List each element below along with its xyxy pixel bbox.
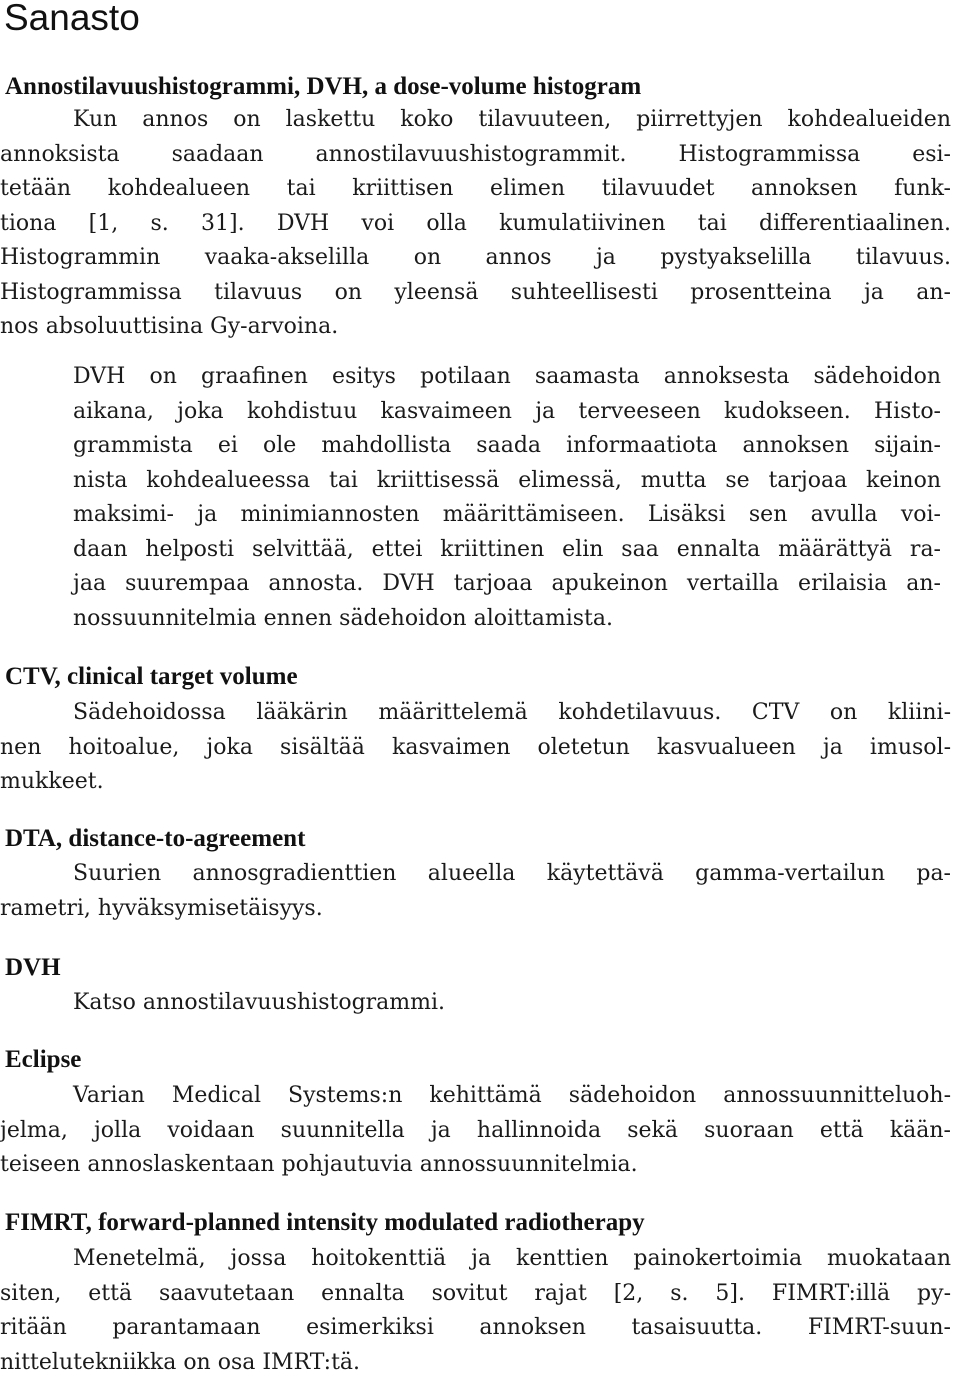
definition-line: aikana, joka kohdistuu kasvaimeen ja terveeseen kudokseen. Histo- bbox=[73, 395, 941, 430]
definition-line: nittelutekniikka on osa IMRT:tä. bbox=[0, 1346, 951, 1380]
glossary-term-dvh-histogram: Annostilavuushistogrammi, DVH, a dose-volume histogram bbox=[5, 72, 641, 102]
glossary-definition-dvh bbox=[73, 986, 445, 1021]
definition-line: Histogrammin vaaka-akselilla on annos ja pystyakselilla tilavuus. bbox=[0, 241, 951, 276]
definition-line: nista kohdealueessa tai kriittisessä elimessä, mutta se tarjoaa keinon bbox=[73, 464, 941, 499]
definition-line: siten, että saavutetaan ennalta sovitut rajat [2, s. 5]. FIMRT:illä py- bbox=[0, 1277, 951, 1312]
definition-line: Menetelmä, jossa hoitokenttiä ja kenttien painokertoimia muokataan bbox=[73, 1242, 951, 1277]
page-title: Sanasto bbox=[4, 0, 140, 42]
glossary-definition-ctv bbox=[73, 696, 951, 800]
glossary-definition-dvh-histogram-continued bbox=[73, 360, 941, 636]
definition-line: DVH on graafinen esitys potilaan saamasta annoksesta sädehoidon bbox=[73, 360, 941, 395]
definition-line: Kun annos on laskettu koko tilavuuteen, piirrettyjen kohdealueiden bbox=[73, 103, 951, 138]
glossary-term-dvh: DVH bbox=[5, 953, 61, 983]
definition-line: annoksista saadaan annostilavuushistogrammit. Histogrammissa esi- bbox=[0, 138, 951, 173]
definition-line: Sädehoidossa lääkärin määrittelemä kohdetilavuus. CTV on kliini- bbox=[73, 696, 951, 731]
definition-line: mukkeet. bbox=[0, 765, 951, 800]
glossary-term-ctv: CTV, clinical target volume bbox=[5, 662, 298, 692]
glossary-term-dta: DTA, distance-to-agreement bbox=[5, 824, 305, 854]
definition-line: tetään kohdealueen tai kriittisen elimen tilavuudet annoksen funk- bbox=[0, 172, 951, 207]
definition-line: Histogrammissa tilavuus on yleensä suhteellisesti prosentteina ja an- bbox=[0, 276, 951, 311]
definition-line: grammista ei ole mahdollista saada informaatiota annoksen sijain- bbox=[73, 429, 941, 464]
glossary-term-eclipse: Eclipse bbox=[5, 1045, 81, 1075]
definition-line: Varian Medical Systems:n kehittämä sädehoidon annossuunnitteluoh- bbox=[73, 1079, 951, 1114]
glossary-definition-dvh-histogram bbox=[73, 103, 951, 345]
definition-line: jaa suurempaa annosta. DVH tarjoaa apukeinon vertailla erilaisia an- bbox=[73, 567, 941, 602]
definition-line: teiseen annoslaskentaan pohjautuvia annossuunnitelmia. bbox=[0, 1148, 951, 1183]
definition-line: tiona [1, s. 31]. DVH voi olla kumulatiivinen tai differentiaalinen. bbox=[0, 207, 951, 242]
definition-line: Suurien annosgradienttien alueella käytettävä gamma-vertailun pa- bbox=[73, 857, 951, 892]
definition-line: ritään parantamaan esimerkiksi annoksen tasaisuutta. FIMRT-suun- bbox=[0, 1311, 951, 1346]
glossary-term-fimrt: FIMRT, forward-planned intensity modulated radiotherapy bbox=[5, 1208, 645, 1238]
definition-line: daan helposti selvittää, ettei kriittinen elin saa ennalta määrättyä ra- bbox=[73, 533, 941, 568]
definition-line: maksimi- ja minimiannosten määrittämiseen. Lisäksi sen avulla voi- bbox=[73, 498, 941, 533]
definition-line: rametri, hyväksymisetäisyys. bbox=[0, 892, 951, 927]
glossary-definition-fimrt bbox=[73, 1242, 951, 1380]
glossary-definition-eclipse bbox=[73, 1079, 951, 1183]
definition-line: nen hoitoalue, joka sisältää kasvaimen oletetun kasvualueen ja imusol- bbox=[0, 731, 951, 766]
definition-line: jelma, jolla voidaan suunnitella ja hallinnoida sekä suoraan että kään- bbox=[0, 1114, 951, 1149]
glossary-definition-dta bbox=[73, 857, 951, 926]
definition-line: nossuunnitelmia ennen sädehoidon aloittamista. bbox=[73, 602, 941, 637]
definition-line: Katso annostilavuushistogrammi. bbox=[73, 986, 445, 1021]
definition-line: nos absoluuttisina Gy-arvoina. bbox=[0, 310, 951, 345]
